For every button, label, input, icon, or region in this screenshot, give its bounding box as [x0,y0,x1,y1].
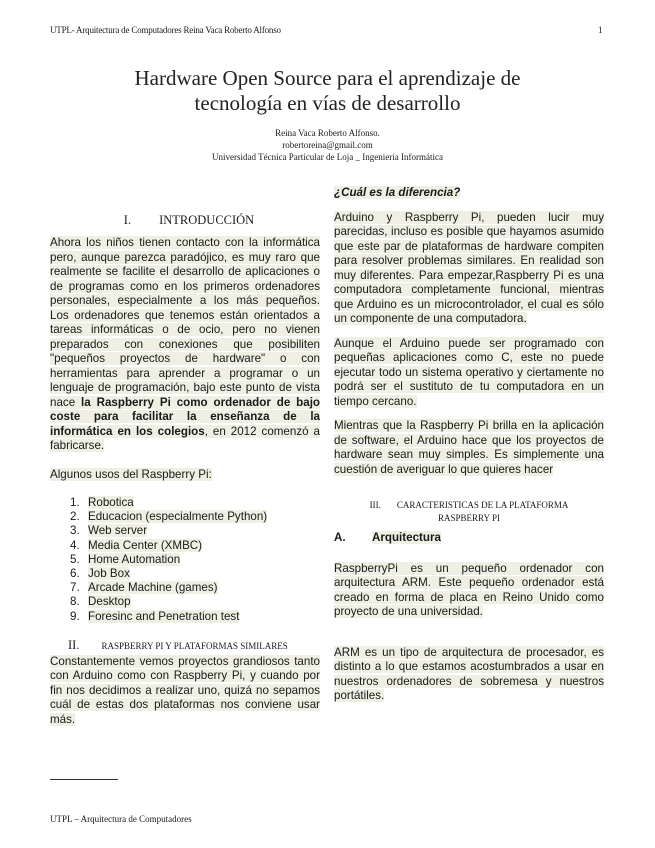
difference-question [334,186,604,201]
subsection-a-heading [334,531,604,546]
uses-list-number: 8. [70,595,80,609]
difference-paragraph-1-text: Arduino y Raspberry Pi, pueden lucir muy parecidas, incluso es posible que hayamos asumido que este par de plataformas de hardware compiten para resolver problemas similares. En realidad son muy diferentes. Para empezar,Raspberry Pi es una computadora completamente funcional, mientras que Arduino es un microcontrolador, el cual es sólo un componente de una computadora. [334,210,604,325]
intro-text-start: Ahora los niños tienen contacto con la informática pero, aunque parezca paradójico, es muy raro que realmente se facilite el desarrollo de aplicaciones o de programas como en los primeros ordenadores personales, especialmente a los más pequeños. Los ordenadores que tenemos están orientados a tareas informáticas o de ocio, pero no vienen preparados con conexiones que posibiliten "pequeños proyectos de hardware" o con herramientas para aprender a programar o un lenguaje de programación, bajo este punto de vista nace [50,236,320,409]
difference-question-text: ¿Cuál es la diferencia? [334,186,461,199]
section-3-heading-line-1 [334,499,604,512]
uses-list-item [70,524,320,538]
difference-paragraph-3-text: Mientras que la Raspberry Pi brilla en la aplicación de software, el Arduino hace que los proyectos de hardware sean muy simples. Es simplemente una cuestión de averiguar lo que quieres hacer [334,419,604,476]
uses-list-number: 6. [70,567,80,581]
section-1-numeral: I. [123,213,132,227]
section-3-title-2: RASPBERRY PI [438,513,500,523]
section-3-title-1: CARACTERISTICAS DE LA PLATAFORMA [396,500,569,510]
uses-list-label: Robotica [88,496,134,509]
uses-list-number: 1. [70,496,80,509]
uses-list-item [70,553,320,567]
intro-paragraph [50,236,320,454]
difference-paragraph-2 [334,337,604,410]
difference-paragraph-2-text: Aunque el Arduino puede ser programado con pequeñas aplicaciones como C, este no puede ejecutar todo un sistema operativo y ciertamente no podrá ser el sustituto de tu computadora en un tiempo cercano. [334,336,604,408]
paper-title [60,66,595,116]
section-3-numeral: III. [369,500,381,510]
uses-list-item [70,539,320,553]
author-affiliation: Universidad Técnica Particular de Loja _ Ingeniería Informática [212,152,443,162]
left-column [50,213,320,727]
difference-paragraph-1 [334,211,604,327]
uses-list-item [70,610,320,624]
uses-list [50,496,320,624]
uses-list-label: Home Automation [88,552,181,566]
uses-list-item [70,595,320,609]
uses-list-item [70,567,320,581]
uses-list-label: Arcade Machine (games) [88,581,218,595]
uses-intro [50,468,320,483]
subsection-a-title: Arquitectura [372,531,441,544]
page-footer: UTPL – Arquitectura de Computadores [50,814,192,824]
section-2-heading [50,638,320,653]
intro-text-end: , en 2012 comenzó a fabricarse. [50,424,320,452]
uses-list-item [70,581,320,595]
section-2-paragraph [50,655,320,728]
page-number: 1 [598,25,603,35]
section-1-heading [50,213,320,228]
section-3-heading [334,499,604,525]
uses-list-number: 2. [70,510,80,524]
architecture-paragraph-1 [334,562,604,620]
section-2-title: RASPBERRY PI Y PLATAFORMAS SIMILARES [101,640,288,651]
uses-list-number: 4. [70,538,80,552]
footnote-separator [50,779,118,780]
architecture-paragraph-2-text: ARM es un tipo de arquitectura de procesador, es distinto a lo que estamos acostumbrados a usar en nuestros ordenadores de sobremesa y nuestros portátiles. [334,645,604,702]
section-2-numeral: II. [68,637,80,652]
title-line-1: Hardware Open Source para el aprendizaje de [134,66,521,90]
author-email: robertoreina@gmail.com [282,140,373,150]
uses-list-number: 5. [70,552,80,566]
uses-intro-text: Algunos usos del Raspberry Pi: [50,467,212,481]
right-column [334,186,604,704]
uses-list-number: 7. [70,581,80,595]
uses-list-label: Desktop [88,595,131,609]
section-2-text: Constantemente vemos proyectos grandiosos tanto con Arduino como con Raspberry Pi, y cuando por fin nos decidimos a realizar uno, quizá no sepamos cuál de estas dos plataformas nos conviene usar más. [50,654,320,726]
title-line-2: tecnología en vías de desarrollo [194,91,461,115]
subsection-a-letter: A. [334,531,346,544]
architecture-paragraph-2 [334,646,604,704]
running-header: UTPL- Arquitectura de Computadores Reina Vaca Roberto Alfonso [50,25,281,35]
uses-list-label: Foresinc and Penetration test [88,609,240,623]
difference-paragraph-3 [334,419,604,477]
intro-text-bold: la Raspberry Pi como ordenador de bajo coste para facilitar la enseñanza de la informática en los colegios [50,395,320,438]
uses-list-label: Media Center (XMBC) [88,538,203,552]
architecture-paragraph-1-text: RaspberryPi es un pequeño ordenador con arquitectura ARM. Este pequeño ordenador está creado en forma de placa en Reino Unido como proyecto de una universidad. [334,561,604,618]
uses-list-label: Educacion (especialmente Python) [88,510,268,524]
uses-list-label: Job Box [88,567,130,581]
uses-list-number: 3. [70,524,80,538]
author-block [60,127,595,163]
author-name: Reina Vaca Roberto Alfonso. [275,128,380,138]
uses-list-label: Web server [88,524,148,538]
uses-list-item [70,496,320,510]
section-1-title: INTRODUCCIÓN [159,213,255,227]
uses-list-item [70,510,320,524]
uses-list-number: 9. [70,609,80,623]
